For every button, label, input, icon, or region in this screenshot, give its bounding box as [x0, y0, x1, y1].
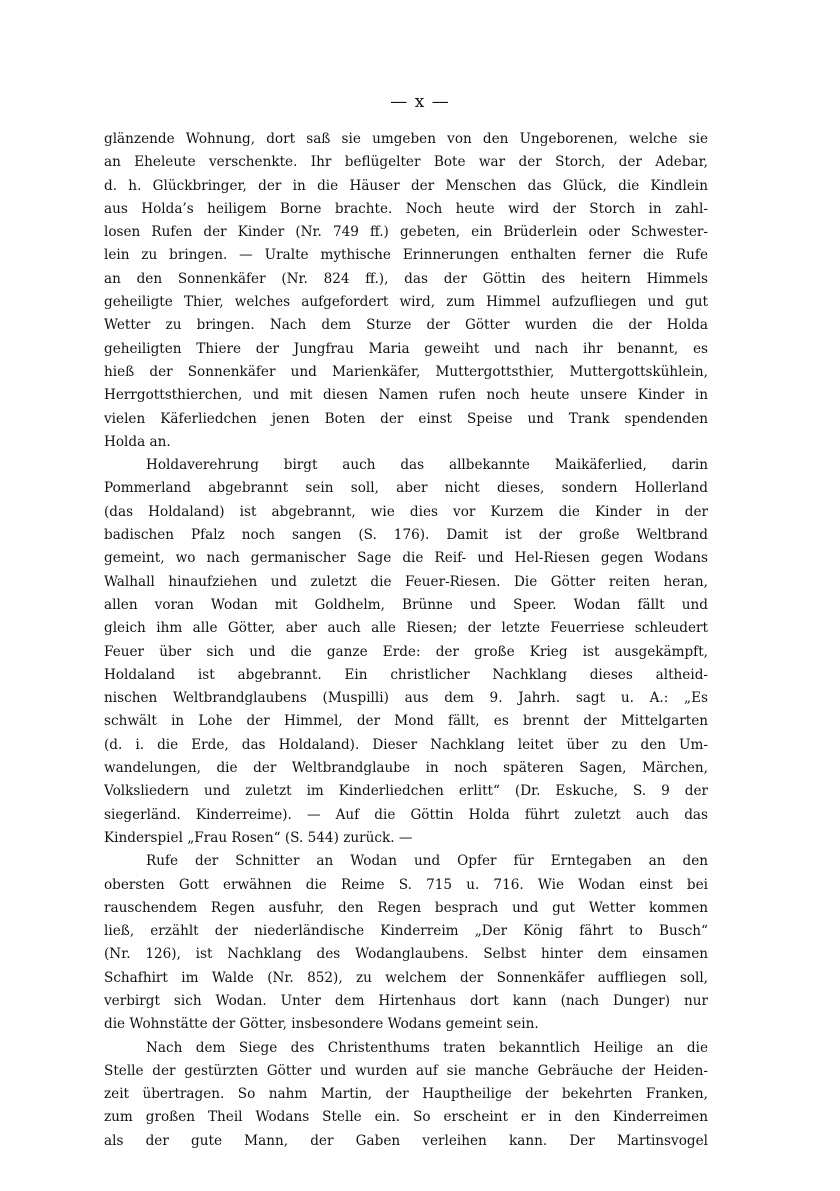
text-line: rauschendem Regen ausfuhr, den Regen besprach und gut Wetter kommen [104, 899, 708, 916]
text-line: (Nr. 126), ist Nachklang des Wodanglaubens. Selbst hinter dem einsamen [104, 946, 708, 963]
text-line: Herrgottsthierchen, und mit diesen Namen rufen noch heute unsere Kinder in [104, 387, 708, 404]
paragraph-end-line: Holda an. [104, 433, 171, 450]
text-line: geheiligte Thier, welches aufgefordert wird, zum Himmel aufzufliegen und gut [104, 294, 708, 311]
text-line: lein zu bringen. — Uralte mythische Erinnerungen enthalten ferner die Rufe [104, 247, 708, 264]
paragraph-start-line: Nach dem Siege des Christenthums traten bekanntlich Heilige an die [146, 1039, 708, 1056]
text-line: an Eheleute verschenkte. Ihr beflügelter Bote war der Storch, der Adebar, [104, 154, 708, 171]
page-number: — x — [390, 92, 450, 112]
text-line: allen voran Wodan mit Goldhelm, Brünne und Speer. Wodan fällt und [104, 596, 708, 613]
text-line: Pommerland abgebrannt sein soll, aber nicht dieses, sondern Hollerland [104, 480, 708, 497]
text-line: gemeint, wo nach germanischer Sage die Reif- und Hel-Riesen gegen Wodans [104, 550, 708, 567]
text-line: losen Rufen der Kinder (Nr. 749 ff.) gebeten, ein Brüderlein oder Schwester- [104, 224, 708, 241]
text-line: als der gute Mann, der Gaben verleihen kann. Der Martinsvogel [104, 1132, 708, 1149]
text-line: Volksliedern und zuletzt im Kinderliedchen erlitt“ (Dr. Eskuche, S. 9 der [104, 783, 708, 800]
paragraph-end-line: Kinderspiel „Frau Rosen“ (S. 544) zurück. — [104, 829, 413, 846]
text-line: Stelle der gestürzten Götter und wurden auf sie manche Gebräuche der Heiden- [104, 1062, 708, 1079]
text-line: (d. i. die Erde, das Holdaland). Dieser Nachklang leitet über zu den Um- [104, 736, 708, 753]
paragraph-start-line: Holdaverehrung birgt auch das allbekannte Maikäferlied, darin [146, 457, 708, 474]
text-line: Wetter zu bringen. Nach dem Sturze der Götter wurden die der Holda [104, 317, 708, 334]
text-line: Schafhirt im Walde (Nr. 852), zu welchem der Sonnenkäfer auffliegen soll, [104, 969, 708, 986]
text-line: verbirgt sich Wodan. Unter dem Hirtenhaus dort kann (nach Dunger) nur [104, 992, 708, 1009]
paragraph-start-line: Rufe der Schnitter an Wodan und Opfer für Erntegaben an den [146, 853, 708, 870]
text-line: vielen Käferliedchen jenen Boten der einst Speise und Trank spendenden [104, 410, 708, 427]
paragraph-end-line: die Wohnstätte der Götter, insbesondere Wodans gemeint sein. [104, 1016, 539, 1033]
text-line: hieß der Sonnenkäfer und Marienkäfer, Muttergottsthier, Muttergottskühlein, [104, 363, 708, 380]
text-line: badischen Pfalz noch sangen (S. 176). Damit ist der große Weltbrand [104, 527, 708, 544]
text-line: wandelungen, die der Weltbrandglaube in noch späteren Sagen, Märchen, [104, 760, 708, 777]
text-line: schwält in Lohe der Himmel, der Mond fällt, es brennt der Mittelgarten [104, 713, 708, 730]
text-line: aus Holda’s heiligem Borne brachte. Noch heute wird der Storch in zahl- [104, 200, 708, 217]
text-line: gleich ihm alle Götter, aber auch alle Riesen; der letzte Feuerriese schleudert [104, 620, 708, 637]
text-line: ließ, erzählt der niederländische Kinderreim „Der König fährt to Busch“ [104, 923, 708, 940]
text-line: siegerländ. Kinderreime). — Auf die Göttin Holda führt zuletzt auch das [104, 806, 708, 823]
text-line: an den Sonnenkäfer (Nr. 824 ff.), das der Göttin des heitern Himmels [104, 270, 708, 287]
text-line: zum großen Theil Wodans Stelle ein. So erscheint er in den Kinderreimen [104, 1109, 708, 1126]
text-line: d. h. Glückbringer, der in die Häuser der Menschen das Glück, die Kindlein [104, 177, 708, 194]
text-line: obersten Gott erwähnen die Reime S. 715 u. 716. Wie Wodan einst bei [104, 876, 708, 893]
body-text [104, 128, 708, 1153]
text-line: Holdaland ist abgebrannt. Ein christlicher Nachklang dieses altheid- [104, 666, 708, 683]
text-line: geheiligten Thiere der Jungfrau Maria geweiht und nach ihr benannt, es [104, 340, 708, 357]
text-line: Walhall hinaufziehen und zuletzt die Feuer-Riesen. Die Götter reiten heran, [104, 573, 708, 590]
text-line: (das Holdaland) ist abgebrannt, wie dies vor Kurzem die Kinder in der [104, 503, 708, 520]
text-line: glänzende Wohnung, dort saß sie umgeben von den Ungeborenen, welche sie [104, 131, 708, 147]
text-line: zeit übertragen. So nahm Martin, der Hauptheilige der bekehrten Franken, [104, 1086, 708, 1103]
text-line: nischen Weltbrandglaubens (Muspilli) aus dem 9. Jahrh. sagt u. A.: „Es [104, 690, 708, 707]
text-line: Feuer über sich und die ganze Erde: der große Krieg ist ausgekämpft, [104, 643, 708, 660]
